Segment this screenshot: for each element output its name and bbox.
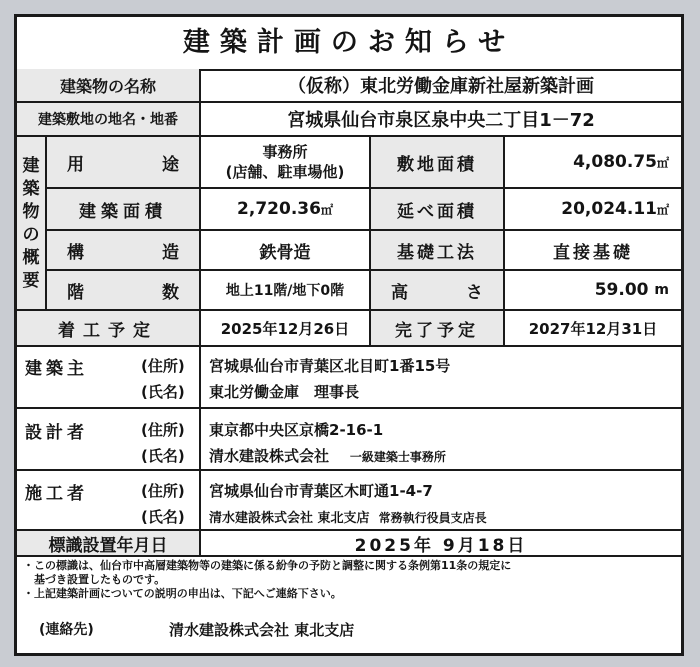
use-value (201, 137, 371, 189)
divider (199, 347, 201, 407)
divider (199, 471, 201, 529)
designer-block (17, 409, 681, 471)
owner-label: 建築主 (25, 359, 88, 379)
area-unit: ㎡ (320, 202, 333, 217)
end-value: 2027年12月31日 (505, 311, 681, 347)
height-number: 59.00 (594, 280, 649, 300)
note-line: ・この標識は、仙台市中高層建築物等の建築に係る紛争の予防と調整に関する条例第11条の規定に (23, 559, 512, 572)
area-unit: ㎡ (656, 155, 669, 170)
building-area-label: 建築面積 (47, 189, 201, 231)
height-label-char: さ (466, 282, 483, 303)
use-value-line: 事務所 (262, 143, 308, 161)
use-label-char: 用 (67, 154, 84, 175)
overview-char: の (22, 225, 40, 245)
floors-value: 地上11階/地下0階 (201, 271, 371, 311)
structure-label (47, 231, 201, 271)
overview-char: 建 (22, 156, 40, 176)
designer-address-tag: (住所) (141, 421, 185, 439)
overview-char: 概 (22, 248, 40, 268)
contractor-name (209, 507, 487, 526)
overview-char: 物 (22, 202, 40, 222)
end-label: 完了予定 (371, 311, 505, 347)
building-area-value (201, 189, 371, 231)
contact-label: (連絡先) (39, 622, 94, 638)
overview-char: 築 (22, 179, 40, 199)
floor-area-number: 20,024.11 (561, 199, 657, 219)
designer-name-tag: (氏名) (141, 447, 185, 465)
designer-company: 清水建設株式会社 (209, 447, 330, 465)
structure-label-char: 造 (162, 242, 179, 263)
sign-title: 建築計画のお知らせ (17, 17, 681, 71)
use-label-char: 途 (162, 154, 179, 175)
site-area-number: 4,080.75 (573, 152, 657, 172)
contact-value: 清水建設株式会社 東北支店 (169, 621, 355, 639)
designer-name (209, 445, 446, 466)
owner-name: 東北労働金庫 理事長 (209, 383, 360, 401)
height-value (505, 271, 681, 311)
notes (23, 559, 679, 601)
start-value: 2025年12月26日 (201, 311, 371, 347)
posted-value: 2025年 9月18日 (201, 531, 681, 557)
floor-area-value (505, 189, 681, 231)
floor-area-label: 延べ面積 (371, 189, 505, 231)
site-label: 建築敷地の地名・地番 (17, 103, 201, 137)
overview-char: 要 (22, 271, 40, 291)
building-name-value: （仮称）東北労働金庫新社屋新築計画 (201, 69, 681, 103)
building-area-number: 2,720.36 (237, 199, 321, 219)
owner-address: 宮城県仙台市青葉区北目町1番15号 (209, 357, 451, 375)
structure-value: 鉄骨造 (201, 231, 371, 271)
height-unit: m (654, 282, 669, 298)
owner-block (17, 347, 681, 409)
site-area-label: 敷地面積 (371, 137, 505, 189)
contractor-representative: 常務執行役員支店長 (378, 511, 487, 525)
height-label (371, 271, 505, 311)
contractor-address-tag: (住所) (141, 482, 185, 500)
foundation-value: 直接基礎 (505, 231, 681, 271)
contractor-name-tag: (氏名) (141, 508, 185, 526)
designer-office: 一級建築士事務所 (349, 450, 446, 464)
site-area-value (505, 137, 681, 189)
use-value-line: (店舗、駐車場他) (225, 163, 345, 181)
designer-label: 設計者 (25, 423, 88, 443)
contractor-address: 宮城県仙台市青葉区木町通1-4-7 (209, 482, 433, 500)
contractor-company: 清水建設株式会社 東北支店 (209, 511, 370, 526)
floors-label-char: 数 (162, 282, 179, 303)
owner-address-tag: (住所) (141, 357, 185, 375)
use-label (47, 137, 201, 189)
owner-name-tag: (氏名) (141, 383, 185, 401)
structure-label-char: 構 (67, 242, 84, 263)
site-value: 宮城県仙台市泉区泉中央二丁目1－72 (201, 103, 681, 137)
note-line: ・上記建築計画についての説明の申出は、下記へご連絡下さい。 (23, 587, 342, 600)
contractor-label: 施工者 (25, 484, 88, 504)
floors-label (47, 271, 201, 311)
floors-label-char: 階 (67, 282, 84, 303)
start-label: 着工予定 (17, 311, 201, 347)
overview-group-label (17, 137, 47, 311)
building-name-label: 建築物の名称 (17, 69, 201, 103)
designer-address: 東京都中央区京橋2-16-1 (209, 421, 384, 439)
height-label-char: 高 (391, 282, 408, 303)
notice-board (14, 14, 684, 656)
divider (199, 409, 201, 469)
area-unit: ㎡ (656, 202, 669, 217)
foundation-label: 基礎工法 (371, 231, 505, 271)
contractor-block (17, 471, 681, 531)
posted-label: 標識設置年月日 (17, 531, 201, 557)
note-line: 基づき設置したものです。 (23, 573, 166, 586)
